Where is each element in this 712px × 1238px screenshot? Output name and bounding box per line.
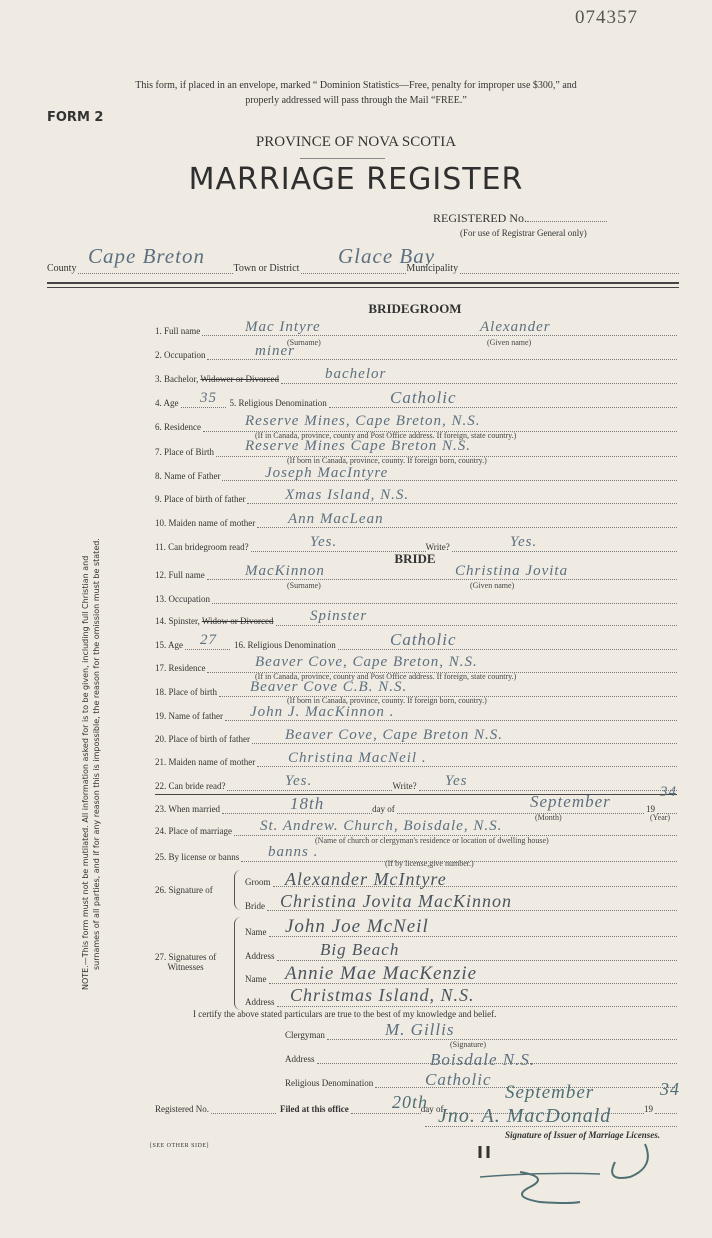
marriage-place: St. Andrew. Church, Boisdale, N.S.: [260, 818, 503, 834]
double-rule: [47, 282, 679, 284]
side-note-line-2: surnames of all parties, and if for any reason this is impossible, the reason for the omission must be stated.: [92, 538, 101, 970]
pen-scribble-mark: [460, 1142, 660, 1212]
brace: [234, 917, 241, 1010]
groom-full-name-row: [155, 319, 677, 336]
month-hint: (Month): [535, 813, 562, 822]
bride-father-row: [155, 704, 677, 721]
birthplace-hint: (If born in Canada, province, county. If foreign born, country.): [287, 696, 487, 705]
label: Address: [245, 951, 275, 961]
registered-no-field: [433, 212, 607, 224]
bride-occupation-row: [155, 590, 677, 604]
bride-mother: Christina MacNeil .: [288, 750, 427, 766]
label: 19: [644, 1104, 653, 1114]
bride-can-read: Yes.: [285, 773, 313, 789]
label: 14. Spinster,: [155, 616, 200, 626]
groom-birthplace: Reserve Mines Cape Breton N.S.: [245, 438, 472, 454]
bride-given-name: Christina Jovita: [455, 563, 569, 579]
clergy-denomination: Catholic: [425, 1070, 492, 1089]
residence-hint: (If in Canada, province, county and Post Office address. If foreign, state country.): [255, 431, 517, 440]
municipality-label: Municipality: [406, 263, 459, 274]
county-label: County: [47, 263, 77, 274]
double-rule: [47, 287, 679, 288]
divider: [300, 158, 385, 159]
label: 6. Residence: [155, 422, 201, 432]
groom-residence: Reserve Mines, Cape Breton, N.S.: [245, 413, 481, 429]
registered-no-hint: (For use of Registrar General only): [460, 228, 587, 238]
groom-status-row: [155, 370, 677, 384]
filed-month: September: [505, 1082, 595, 1103]
label: Write?: [392, 781, 417, 791]
label: Clergyman: [285, 1030, 325, 1040]
label: 9. Place of birth of father: [155, 494, 246, 504]
side-note: [80, 538, 102, 990]
label: 3. Bachelor,: [155, 374, 199, 384]
given-name-hint: (Given name): [470, 581, 515, 590]
groom-father-row: [155, 467, 677, 481]
groom-surname: Mac Intyre: [245, 319, 321, 335]
struck-label: Widower or Divorced: [200, 374, 279, 384]
label: 12. Full name: [155, 570, 205, 580]
label: 27. Signatures of: [155, 952, 217, 962]
witnesses-label: [155, 952, 216, 972]
clergy-address: Boisdale N.S.: [430, 1050, 536, 1069]
form-number: FORM 2: [47, 110, 104, 125]
page-title: MARRIAGE REGISTER: [188, 162, 524, 197]
bride-signature: Christina Jovita MacKinnon: [280, 891, 512, 911]
label: Religious Denomination: [285, 1078, 374, 1088]
year-hint: (Year): [650, 813, 671, 822]
groom-given-name: Alexander: [480, 319, 551, 335]
bride-father-birthplace: Beaver Cove, Cape Breton N.S.: [285, 727, 503, 743]
label: 15. Age: [155, 640, 183, 650]
groom-can-read: Yes.: [310, 534, 338, 550]
label: Groom: [245, 877, 271, 887]
label: 17. Residence: [155, 663, 206, 673]
label: 5. Religious Denomination: [229, 398, 327, 408]
label: 19. Name of father: [155, 711, 223, 721]
label: 1. Full name: [155, 326, 201, 336]
label: Address: [285, 1054, 315, 1064]
label: 7. Place of Birth: [155, 447, 214, 457]
bride-status: Spinster: [310, 608, 368, 624]
witness1-address-row: [245, 947, 677, 961]
signature-hint: (Signature): [450, 1040, 486, 1049]
label: 8. Name of Father: [155, 471, 221, 481]
label: 10. Maiden name of mother: [155, 518, 256, 528]
bride-literacy-row: [155, 777, 677, 791]
bride-birthplace: Beaver Cove C.B. N.S.: [250, 679, 408, 695]
groom-age: 35: [200, 390, 217, 406]
bride-surname: MacKinnon: [245, 563, 325, 579]
groom-religion: Catholic: [390, 388, 457, 407]
label: 4. Age: [155, 398, 179, 408]
groom-literacy-row: [155, 538, 677, 552]
label: Name: [245, 927, 267, 937]
label: Filed at this office: [280, 1104, 349, 1114]
groom-mother: Ann MacLean: [288, 511, 384, 527]
groom-status: bachelor: [325, 366, 387, 382]
label: 13. Occupation: [155, 594, 210, 604]
bride-residence: Beaver Cove, Cape Breton, N.S.: [255, 654, 478, 670]
label: Registered No.: [155, 1104, 209, 1114]
witness2-name: Annie Mae MacKenzie: [285, 963, 478, 984]
label: 24. Place of marriage: [155, 826, 232, 836]
bride-status-row: [155, 612, 677, 626]
label: Bride: [245, 901, 265, 911]
license-or-banns: banns .: [268, 844, 319, 860]
label: 22. Can bride read?: [155, 781, 226, 791]
see-other-side: [SEE OTHER SIDE]: [150, 1143, 209, 1149]
struck-label: Widow or Divorced: [201, 616, 274, 626]
filed-year: 34: [660, 1079, 680, 1099]
groom-father: Joseph MacIntyre: [265, 465, 389, 481]
surname-hint: (Surname): [287, 338, 321, 347]
license-hint: (If by license,give number.): [385, 859, 474, 868]
witness1-name: John Joe McNeil: [285, 916, 429, 937]
registered-no-label: REGISTERED No.: [433, 211, 527, 225]
groom-can-write: Yes.: [510, 534, 538, 550]
issuer-label: Signature of Issuer of Marriage Licenses.: [505, 1130, 661, 1140]
brace: [234, 870, 241, 910]
side-note-line-1: NOTE.—This form must not be mutilated. All information asked for is to be given, including full Christian and: [81, 555, 90, 990]
groom-occupation-row: [155, 343, 677, 360]
bride-religion: Catholic: [390, 630, 457, 649]
label: 23. When married: [155, 804, 221, 814]
groom-signature: Alexander McIntyre: [285, 869, 447, 889]
clergyman-row: [285, 1026, 677, 1040]
signature-of-label: 26. Signature of: [155, 885, 213, 895]
groom-mother-row: [155, 511, 677, 528]
label: day of: [372, 804, 395, 814]
bride-age: 27: [200, 632, 217, 648]
label: Name: [245, 974, 267, 984]
label: Write?: [425, 542, 450, 552]
town-label: Town or District: [233, 263, 300, 274]
town-value: Glace Bay: [338, 244, 436, 268]
surname-hint: (Surname): [287, 581, 321, 590]
stamp-number: 074357: [575, 7, 638, 28]
postal-note-line-2: properly addressed will pass through the Mail “FREE.”: [245, 95, 467, 106]
marriage-year: 34: [660, 784, 677, 800]
residence-hint: (If in Canada, province, county and Post Office address. If foreign, state country.): [255, 672, 517, 681]
bridegroom-heading: BRIDEGROOM: [368, 301, 462, 316]
place-hint: (Name of church or clergyman's residence or location of dwelling house): [315, 836, 549, 845]
witness1-address: Big Beach: [320, 940, 400, 959]
marriage-month: September: [530, 792, 611, 811]
postal-note-line-1: This form, if placed in an envelope, marked “ Dominion Statistics—Free, penalty for improper use $300,” and: [135, 80, 577, 91]
label: 20. Place of birth of father: [155, 734, 250, 744]
label: 25. By license or banns: [155, 852, 240, 862]
label: Witnesses: [167, 962, 204, 972]
bride-birthplace-row: [155, 683, 677, 697]
label: 19: [646, 804, 655, 814]
label: 18. Place of birth: [155, 687, 217, 697]
bride-father: John J. MacKinnon .: [250, 704, 395, 720]
label: 2. Occupation: [155, 350, 206, 360]
marriage-day: 18th: [290, 794, 325, 813]
county-value: Cape Breton: [88, 244, 205, 268]
given-name-hint: (Given name): [487, 338, 532, 347]
label: 11. Can bridegroom read?: [155, 542, 249, 552]
groom-father-birthplace: Xmas Island, N.S.: [285, 487, 410, 503]
bride-full-name-row: [155, 563, 677, 580]
groom-occupation: miner: [255, 343, 295, 359]
label: 21. Maiden name of mother: [155, 757, 256, 767]
birthplace-hint: (If born in Canada, province, county. If foreign born, country.): [287, 456, 487, 465]
issuer-signature: Jno. A. MacDonald: [438, 1105, 612, 1127]
witness2-address: Christmas Island, N.S.: [290, 985, 475, 1005]
province-heading: PROVINCE OF NOVA SCOTIA: [255, 134, 457, 150]
bride-heading: BRIDE: [394, 551, 436, 566]
label: 16. Religious Denomination: [234, 640, 336, 650]
groom-father-birth-row: [155, 487, 677, 504]
filed-day: 20th: [392, 1092, 429, 1112]
label: Address: [245, 997, 275, 1007]
bride-can-write: Yes: [445, 773, 468, 789]
label: day of: [420, 1104, 444, 1114]
clergyman-signature: M. Gillis: [385, 1020, 455, 1039]
certification-statement: I certify the above stated particulars are true to the best of my knowledge and belief.: [193, 1009, 497, 1019]
